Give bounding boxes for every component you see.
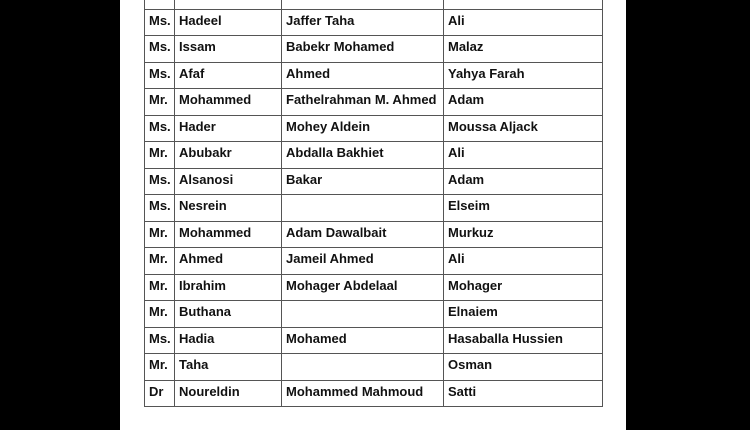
cell-first: Ibrahim <box>175 274 282 301</box>
names-table-body <box>145 0 603 407</box>
cell-first: Mohammed <box>175 221 282 248</box>
cell-title: Mr. <box>145 142 175 169</box>
table-row <box>145 221 603 248</box>
document-page <box>120 0 626 430</box>
cell-title: Ms. <box>145 9 175 36</box>
cell-title: Ms. <box>145 62 175 89</box>
table-row <box>145 62 603 89</box>
cell-title: Ms. <box>145 195 175 222</box>
cell-middle: Babekr Mohamed <box>282 36 444 63</box>
table-row <box>145 36 603 63</box>
cell-first: Noureldin <box>175 380 282 407</box>
table-row <box>145 168 603 195</box>
cell-first: Hader <box>175 115 282 142</box>
cell-middle: Mohamed <box>282 327 444 354</box>
cell-middle: Adam Dawalbait <box>282 221 444 248</box>
cell-first: Buthana <box>175 301 282 328</box>
cell-first: Alsanosi <box>175 168 282 195</box>
cell-first: Ahmed <box>175 248 282 275</box>
table-row <box>145 89 603 116</box>
cell-title: Mr. <box>145 248 175 275</box>
cell-first: Afaf <box>175 62 282 89</box>
cell-title: Mr. <box>145 89 175 116</box>
cell-last: Adam <box>444 89 603 116</box>
cell-first: Issam <box>175 36 282 63</box>
cell-first: Abubakr <box>175 142 282 169</box>
cell-last: Hasaballa Hussien <box>444 327 603 354</box>
table-row <box>145 9 603 36</box>
table-row <box>145 115 603 142</box>
cell-middle: Mohey Aldein <box>282 115 444 142</box>
cell-last: Mohager <box>444 274 603 301</box>
cell-middle: Bakar <box>282 168 444 195</box>
cell-last: Malaz <box>444 36 603 63</box>
cell-middle: Ahmed <box>282 62 444 89</box>
cell-last <box>444 0 603 9</box>
cell-last: Ali <box>444 142 603 169</box>
cell-last: Elnaiem <box>444 301 603 328</box>
names-table <box>144 0 603 407</box>
cell-last: Ali <box>444 248 603 275</box>
cell-middle: Jameil Ahmed <box>282 248 444 275</box>
table-row <box>145 248 603 275</box>
cell-title: Ms. <box>145 168 175 195</box>
cell-first <box>175 0 282 9</box>
cell-title: Mr. <box>145 221 175 248</box>
cell-last: Osman <box>444 354 603 381</box>
cell-last: Satti <box>444 380 603 407</box>
table-row <box>145 327 603 354</box>
cell-middle <box>282 195 444 222</box>
cell-last: Murkuz <box>444 221 603 248</box>
cell-middle: Jaffer Taha <box>282 9 444 36</box>
cell-title: Ms. <box>145 36 175 63</box>
cell-first: Hadia <box>175 327 282 354</box>
cell-title: Dr <box>145 380 175 407</box>
cell-middle: Mohammed Mahmoud <box>282 380 444 407</box>
cell-middle: Fathelrahman M. Ahmed <box>282 89 444 116</box>
cell-first: Mohammed <box>175 89 282 116</box>
cell-title <box>145 0 175 9</box>
cell-last: Adam <box>444 168 603 195</box>
cell-last: Elseim <box>444 195 603 222</box>
cell-middle <box>282 0 444 9</box>
cell-last: Ali <box>444 9 603 36</box>
cell-middle <box>282 301 444 328</box>
cell-title: Ms. <box>145 327 175 354</box>
table-row <box>145 195 603 222</box>
table-row <box>145 142 603 169</box>
cell-middle: Abdalla Bakhiet <box>282 142 444 169</box>
table-row <box>145 301 603 328</box>
cell-title: Mr. <box>145 274 175 301</box>
table-row <box>145 274 603 301</box>
cell-title: Ms. <box>145 115 175 142</box>
cell-middle: Mohager Abdelaal <box>282 274 444 301</box>
cell-first: Taha <box>175 354 282 381</box>
table-row <box>145 354 603 381</box>
cell-first: Hadeel <box>175 9 282 36</box>
cell-title: Mr. <box>145 301 175 328</box>
cell-last: Yahya Farah <box>444 62 603 89</box>
table-row <box>145 380 603 407</box>
cell-first: Nesrein <box>175 195 282 222</box>
table-row <box>145 0 603 9</box>
cell-middle <box>282 354 444 381</box>
cell-last: Moussa Aljack <box>444 115 603 142</box>
cell-title: Mr. <box>145 354 175 381</box>
